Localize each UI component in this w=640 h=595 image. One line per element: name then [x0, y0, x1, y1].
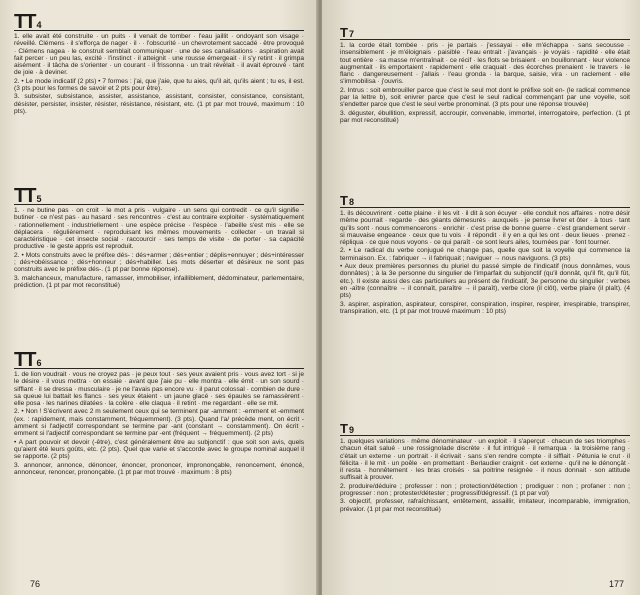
section-mark: TT: [14, 11, 35, 33]
section-mark: T: [340, 193, 347, 208]
section-header: [14, 185, 304, 207]
section-8: [340, 194, 630, 316]
section-5: [14, 185, 304, 290]
section-header: [340, 422, 630, 436]
section-number: 5: [36, 194, 42, 204]
section-number: 6: [36, 358, 42, 368]
section-number: 4: [36, 20, 42, 30]
answer-1: 1. elle avait été construite · un puits · il venait de tomber · l'eau jaillit · ondoyant son visage · réveillé. Clémens · il s'efforça de nager · il · · l'obscurité · un chevrotement saccadé · être provoqué · Clémens nagea · le construit semblait communiquer · une de ses canalisations · aspiration avait fait percer · un peu las, excité · l'instinct · il atteignit · une rousse émergeait · il s'y retint · il grimpa aisément · il tâcha de s'orienter · un courant · il frissonna · un trait révélait · il avait éprouvé · tant de joie · à deviner.: [14, 33, 304, 77]
section-7: [340, 26, 630, 125]
section-6: [14, 349, 304, 477]
section-header: [14, 349, 304, 371]
section-header: [340, 26, 630, 40]
section-mark: TT: [14, 349, 35, 371]
answer-1: 1. la corde était tombée · pris · je partais · j'essayai · elle m'échappa · sans secousse · insensiblement · je m'éloignais · paisible · l'eau entrait · j'avançais · je voyais · rapidité · elle était tout entière · sa masse m'entraînait · ce récif · les flots se brisaient · en bouillonnant · leur violence augmentait · ils emportaient · rapidement · elle craquait · des écorches prenaient · le travers · le flanc · dangereusement · j'allais · l'eau gronda · la barque, saisie, vira · un raclement · elle s'immobilisa · j'ouvris.: [340, 42, 630, 86]
answer-1: 1. ils découvrirent · cette plaine · il les vit · il dit à son écuyer · elle conduit nos affaires · notre désir même pourrait · regarde · des géants démesurés · auxquels · je pense livrer et ôter · à tous · tant qu'ils sont · nous commencerons · enrichir · c'est prise de bonne guerre · c'est grandement servir · si mauvaise engeance · ceux que tu vois · il répondit · il y en a qui les ont · deux lieues · prenez · répliqua · ce que nous voyons · ce qui paraît · ce sont leurs ailes, tournées par · font tourner.: [340, 210, 630, 247]
section-header: [14, 11, 304, 33]
section-9: [340, 422, 630, 514]
answer-2: 2. produire/déduire ; professer : non ; protection/détection ; prodiguer : non ; profaner : non ; progresser : non ; protester/détester ; progressif/dégressif. (1 pt par vol): [340, 482, 630, 498]
answer-3: 3. malchanceux, manufacture, ramasser, immobiliser, infailliblement, dédominateur, parlementaire, prédiction. (1 pt par mot reconstitué): [14, 274, 304, 289]
page-number: 76: [30, 579, 41, 589]
answer-2b: • A part pouvoir et devoir (-être), c'est généralement être au subjonctif : que soit son avis, quels qu'aient été leurs goûts, etc. (2 pts). Quel que varie et s'accorde avec le groupe nominal auquel il se rapporte. (2 pts): [14, 438, 304, 461]
section-4: [14, 11, 304, 116]
answer-3: 3. aspirer, aspiration, aspirateur, conspirer, conspiration, inspirer, respirer, irrespirable, transpirer, transpiration, etc. (1 pt par mot trouvé maximum : 10 pts): [340, 300, 630, 315]
answer-3: 3. subsister, subsistance, assister, assistance, assistant, consister, consistance, consistant, désister, persister, insister, résister, résistance, résistant, etc. (1 pt par mot trouvé, maximum : 10 pts).: [14, 93, 304, 115]
answer-1: 1. quelques variations · même dénominateur · un exploit · il s'aperçut · chacun de ses triomphes · chacun était salué · une rossignolade discrète · il fut intrigué · il remarqua · la troisième rang · c'était un externe · un portrait · il écrivait · sans s'en rendre compte · il sifflait · Pétunia le crut · il félicita · il le mit · un poêle · en promettant · Berlaudier craignit · cet externe · qu'il ne le dénonçât · il resta · honnêtement · les bras croisés · sa poitrine resignée · il nous donnait · son attitude suffisait à prouver.: [340, 438, 630, 482]
answer-1: 1. · ne butine pas · on croit · le mot a pris · vulgaire · un sens qui contredit · ce qu'il signifie · butiner · ce n'est pas · au hasard · ses rencontres · c'est au contraire exploiter · systématiquement · rationnellement · industriellement · une espèce précise · l'espèce · l'abeille s'est mis · elle se déplacera · régulièrement · reproduisant les mêmes mouvements · collecter · un travail si caractéristique · cet insecte social · raccourcir · ses temps de visite · de porter · sa capacité productive · le geste appris est reproduit.: [14, 207, 304, 251]
answer-2: 2. • Le mode indicatif (2 pts) • 7 formes : j'ai, que j'aie, que tu aies, qu'il ait, qu'ils aient ; tu es, il est. (3 pts pour les formes de savoir et 2 pts pour être).: [14, 77, 304, 93]
section-mark: TT: [14, 185, 35, 207]
section-header: [340, 194, 630, 208]
section-number: 9: [348, 425, 354, 435]
section-number: 7: [348, 29, 354, 39]
answer-3: 3. déguster, ébullition, expressif, accroupir, convenable, immortel, interrogatoire, perfection. (1 pt par mot reconstitué): [340, 109, 630, 124]
section-mark: T: [340, 25, 347, 40]
answer-2: 2. Intrus : soit embrouiller parce que c'est le seul mot dont le préfixe soit en- (le radical commence par la lettre b), soit enivrer parce que c'est le seul radical commençant par une voyelle, soit s'endetter parce que c'est le seul verbe pronominal. (3 pts pour une réponse trouvée): [340, 86, 630, 109]
answer-2: 2. • Mots construits avec le préfixe dés- : dés+armer ; dés+entier ; déplis+ennuyer ; dés+intéresser ; dés+obéissance ; dés+honneur ; dés+habiller. Les mots déserter et désireux ne sont pas construits avec le préfixe dés-. (1 pt par bonne réponse).: [14, 251, 304, 274]
answer-1: 1. de lion voudrait · vous ne croyez pas · je peux tout · ses yeux avaient pris · vous avez tort · si je le désire · il vous mettra · on essaie · avant que j'aie pu · elle montra · elle émit · un son sourd · sifflant · il se dressa · musculaire · je ne l'avais pas encore vu · il parut colossal · combien de dure · sa queue lui battait les flancs · ses yeux étaient · un jaune glacé · ses épaules se ramassèrent · elle posa · les narines dilatées · la colère · elle claqua · il retint · me regardant · elle se mit.: [14, 371, 304, 408]
page-number: 177: [608, 579, 624, 589]
answer-2b: • Aux deux premières personnes du pluriel du passé simple de l'indicatif (nous donnâmes, vous donnâtes) ; à la 3e personne du singulier de l'imparfait du subjonctif (qu'il donnât, qu'il fît, qu'il fût, etc.). Il existe aussi des cas particuliers au présent de l'indicatif, 3e personne du singulier : verbes en -aître (connaître → il connaît, paraître → il paraît), verbe clore (il clôt), verbe plaire (il plaît). (4 pts): [340, 263, 630, 300]
left-page: [0, 0, 318, 595]
section-mark: T: [340, 421, 347, 436]
answer-3: 3. annoncer, annonce, dénoncer, énoncer, prononcer, imprononçable, renoncement, énoncé, annonceur, renoncer, prononçable. (1 pt par mot trouvé · maximum : 8 pts): [14, 461, 304, 476]
answer-2: 2. • Le radical du verbe conjugué ne change pas, quelle que soit la voyelle qui commence la terminaison. Ex. : fabriquer → il fabriquait ; naviguer → nous naviguons. (3 pts): [340, 247, 630, 262]
section-number: 8: [348, 197, 354, 207]
answer-3: 3. objectif, professer, rafraîchissant, entêtement, assaillir, imitateur, incomparable, immigration, prévalor. (1 pt par mot reconstitué): [340, 498, 630, 513]
right-page: [322, 0, 640, 595]
answer-2: 2. • Non ! S'écrivent avec 2 m seulement ceux qui se terminent par -amment : -emment et -emment (ex. : rapidement, mais constamment, fréquemment). (3 pts). Quand l'a/ précède ment, on écrit -amment si l'adjectif correspondant se termine par -ant (constant → constamment). On écrit -emment si l'adjectif correspondant se termine par -ent (fréquent → fréquemment). (2 pts): [14, 408, 304, 438]
